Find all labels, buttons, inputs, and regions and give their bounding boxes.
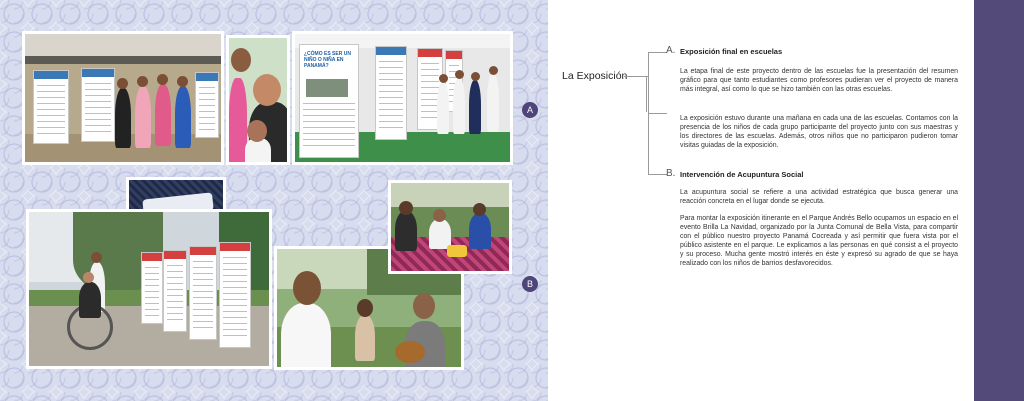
- photo-exhibition-teachers: [22, 31, 224, 165]
- section-b-paragraph-1: La acupuntura social se refiere a una actividad estratégica que busca generar una reacción concreta en el lugar donde se ejecuta.: [680, 189, 958, 205]
- section-a-heading: Exposición final en escuelas: [680, 47, 783, 56]
- section-a-letter: A.: [666, 45, 676, 56]
- page-spine-bar: [974, 0, 1024, 401]
- poster-question-text: ¿CÓMO ES SER UN NIÑO O NIÑA EN PANAMÁ?: [304, 51, 351, 69]
- tree-connector-b: [648, 112, 667, 175]
- photo-picnic-activity: [388, 180, 512, 274]
- section-title: La Exposición: [562, 70, 628, 82]
- photo-park-exhibition: [26, 209, 272, 369]
- section-b-heading: Intervención de Acupuntura Social: [680, 170, 804, 179]
- marker-b: B: [522, 276, 538, 292]
- section-b-paragraph-2: Para montar la exposición itinerante en el Parque Andrés Bello ocupamos un espacio en el evento Brilla La Navidad, organizado por la Junta Comunal de Bella Vista, para compartir con el público nuestro proyecto Panamá Cocreada y así permitir que fuera vista por el público asistente en el parque. Le explicamos a las personas en qué consist a el proyecto y su proceso. Mucha gente mostró interés en éste y expresó su agrado de que se haya realizado con los niños de barrios desfavorecidos.: [680, 215, 958, 267]
- photo-posters-students: [292, 31, 513, 165]
- tree-connector-main: [624, 76, 648, 77]
- section-a-paragraph-1: La etapa final de este proyecto dentro de las escuelas fue la presentación del resumen gráfico para que tanto estudiantes como profesores pudieran ver el proyecto de manera más integral, así como lo que se hizo también con las otras escuelas.: [680, 68, 958, 93]
- section-a-paragraph-2: La exposición estuvo durante una mañana en cada una de las escuelas. Contamos con la presencia de los niños de cada grupo participante del proyecto junto con sus maestras y los directores de las escuelas. Además, otros niños que no participaron pudieron tomar visitas guiadas de la exposición.: [680, 115, 958, 149]
- tree-connector-sub-a: [646, 76, 647, 112]
- marker-a: A: [522, 102, 538, 118]
- tree-connector-a: [648, 52, 667, 114]
- section-b-letter: B.: [666, 168, 676, 179]
- photo-teacher-children: [226, 35, 290, 165]
